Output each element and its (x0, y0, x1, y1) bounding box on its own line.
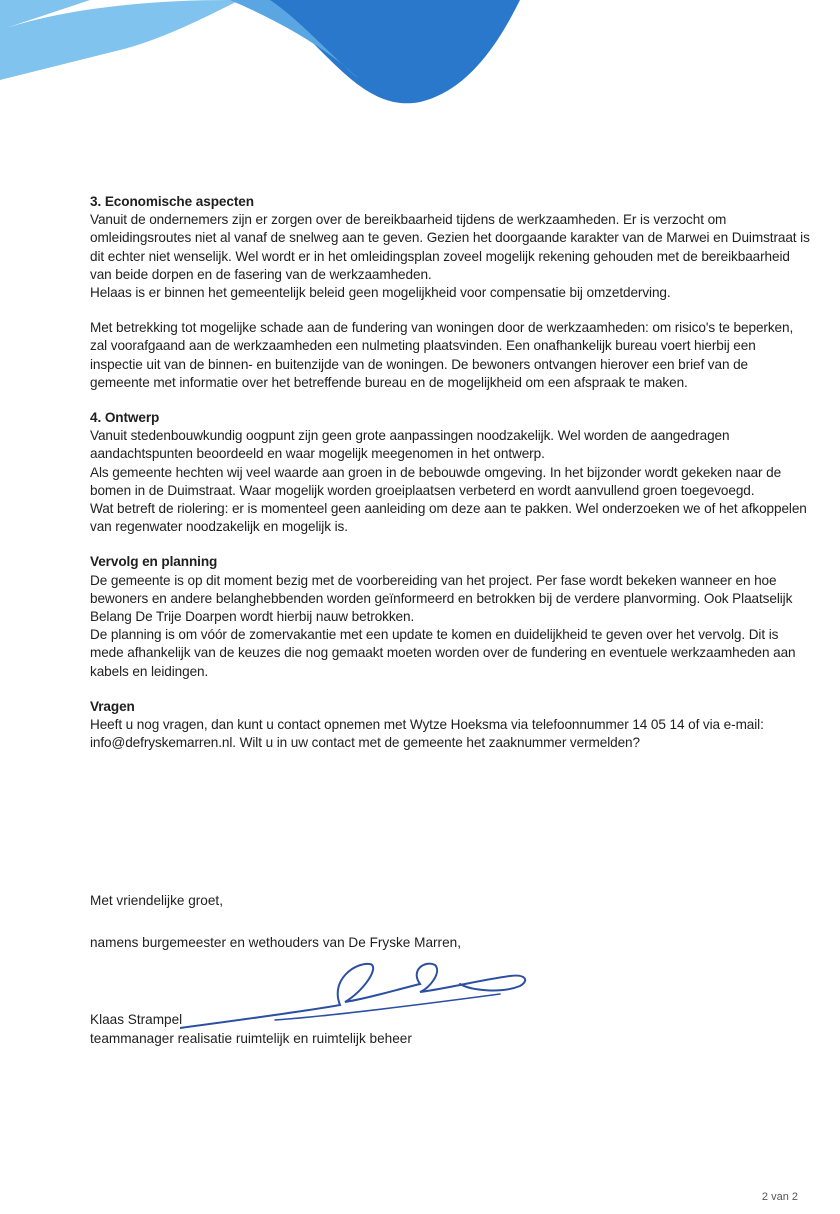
wave-dark (255, 0, 520, 103)
section-heading-vervolg-en-planning: Vervolg en planning (90, 554, 218, 570)
header-wave-decoration (0, 0, 840, 120)
paragraph: Wat betreft de riolering: er is momenteel geen aanleiding om deze aan te pakken. Wel onderzoeken we of het afkoppelen van regenwater noodzakelijk en mogelijk is. (90, 501, 807, 535)
signer-role: teammanager realisatie ruimtelijk en ruimtelijk beheer (90, 1031, 412, 1046)
wave-light (0, 0, 240, 80)
section-heading-vragen: Vragen (90, 698, 135, 714)
page-number: 2 van 2 (761, 1191, 798, 1203)
paragraph: Helaas is er binnen het gemeentelijk beleid geen mogelijkheid voor compensatie bij omzetderving. (90, 285, 671, 301)
paragraph: Vanuit de ondernemers zijn er zorgen over de bereikbaarheid tijdens de werkzaamheden. Er is verzocht om omleidingsroutes niet al vanaf de snelweg aan te geven. Gezien het doorgaande karakter van de Marwei en Duimstraat is dit echter niet wenselijk. Wel wordt er in het omleidingsplan zoveel mogelijk rekening gehouden met de bereikbaarheid van beide dorpen en de fasering van de werkzaamheden. (90, 212, 810, 282)
letter-body (90, 193, 810, 752)
signer-name: Klaas Strampel (90, 1012, 183, 1027)
handwritten-signature (180, 950, 560, 1040)
closing-on-behalf: namens burgemeester en wethouders van De Fryske Marren, (90, 935, 461, 950)
paragraph: Heeft u nog vragen, dan kunt u contact opnemen met Wytze Hoeksma via telefoonnummer 14 05 14 of via e-mail: info@defryskemarren.nl. Wilt u in uw contact met de gemeente het zaaknummer vermelden? (90, 717, 764, 751)
closing-greeting: Met vriendelijke groet, (90, 893, 223, 908)
paragraph: De gemeente is op dit moment bezig met de voorbereiding van het project. Per fase wordt bekeken wanneer en hoe bewoners en andere belanghebbenden worden geïnformeerd en betrokken bij de verdere planvorming. Ook Plaatselijk Belang De Trije Doarpen wordt hierbij nauw betrokken. (90, 572, 793, 625)
section-heading-economische-aspecten: 3. Economische aspecten (90, 194, 254, 209)
paragraph: Als gemeente hechten wij veel waarde aan groen in de bebouwde omgeving. In het bijzonder wordt gekeken naar de bomen in de Duimstraat. Waar mogelijk worden groeiplaatsen verbeterd en wordt aanvullend groen toegevoegd. (90, 464, 782, 498)
paragraph: Met betrekking tot mogelijke schade aan de fundering van woningen door de werkzaamheden: om risico's te beperken, zal voorafgaand aan de werkzaamheden een nulmeting plaatsvinden. Een onafhankelijk bureau voert hierbij een inspectie uit van de binnen- en buitenzijde van de woningen. De bewoners ontvangen hierover een brief van de gemeente met informatie over het betreffende bureau en de mogelijkheid om een afspraak te maken. (90, 320, 794, 390)
section-heading-ontwerp: 4. Ontwerp (90, 410, 160, 426)
paragraph: Vanuit stedenbouwkundig oogpunt zijn geen grote aanpassingen noodzakelijk. Wel worden de aangedragen aandachtspunten beoordeeld en waar mogelijk meegenomen in het ontwerp. (90, 428, 730, 462)
paragraph: De planning is om vóór de zomervakantie met een update te komen en duidelijkheid te geven over het vervolg. Dit is mede afhankelijk van de keuzes die nog gemaakt moeten worden over de fundering en eventuele werkzaamheden aan kabels en leidingen. (90, 627, 796, 679)
